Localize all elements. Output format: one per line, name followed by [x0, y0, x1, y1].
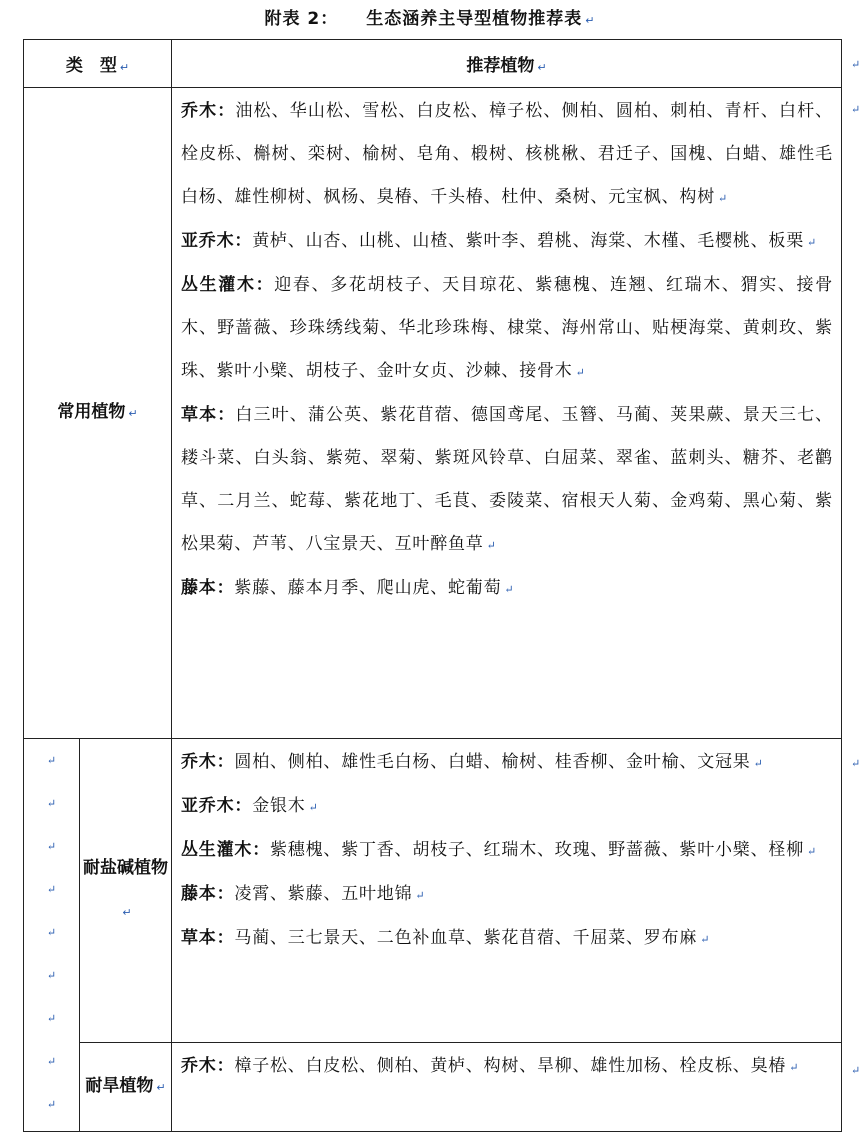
plant-group — [181, 567, 833, 611]
paragraph-mark-icon: ↵ — [700, 933, 711, 946]
paragraph-mark-icon: ↵ — [807, 845, 818, 858]
paragraph-mark-icon: ↵ — [46, 754, 57, 767]
paragraph-mark-icon: ↵ — [851, 757, 860, 770]
section-row-drought — [24, 1043, 842, 1132]
header-type-cell — [24, 40, 172, 88]
group-label: 丛生灌木： — [181, 840, 270, 860]
paragraph-mark-icon: ↵ — [807, 236, 818, 249]
group-label: 草本： — [181, 405, 236, 425]
paragraph-mark-icon: ↵ — [46, 883, 57, 896]
plants-cell — [172, 88, 842, 739]
title-text: 生态涵养主导型植物推荐表 — [366, 9, 583, 29]
group-plants: 凌霄、紫藤、五叶地锦 — [234, 884, 413, 904]
plant-group — [181, 90, 833, 220]
category-cell — [80, 1043, 172, 1132]
category-label: 耐旱植物 — [85, 1076, 154, 1096]
paragraph-mark-icon: ↵ — [122, 906, 132, 919]
paragraph-mark-icon: ↵ — [537, 61, 547, 74]
plant-group — [181, 917, 833, 961]
group-plants: 圆柏、侧柏、雄性毛白杨、白蜡、榆树、桂香柳、金叶榆、文冠果 — [234, 752, 751, 772]
paragraph-mark-icon: ↵ — [585, 14, 596, 27]
category-cell — [24, 88, 172, 739]
paragraph-mark-icon: ↵ — [46, 1055, 57, 1068]
group-label: 亚乔木： — [181, 796, 253, 816]
plant-group — [181, 264, 833, 394]
plants-cell — [172, 739, 842, 1043]
paragraph-mark-icon: ↵ — [504, 583, 515, 596]
group-label: 藤本： — [181, 578, 235, 598]
group-plants: 油松、华山松、雪松、白皮松、樟子松、侧柏、圆柏、刺柏、青杆、白杆、栓皮栎、槲树、栾树、榆树、皂角、椴树、核桃楸、君迁子、国槐、白蜡、雄性毛白杨、雄性柳树、枫杨、臭椿、千头椿、杜仲、桑树、元宝枫、构树 — [181, 101, 833, 207]
paragraph-mark-icon: ↵ — [119, 61, 130, 74]
plant-group — [181, 785, 833, 829]
paragraph-mark-icon: ↵ — [851, 58, 860, 71]
paragraph-mark-icon: ↵ — [718, 192, 729, 205]
group-label: 乔木： — [181, 752, 235, 772]
group-label: 草本： — [181, 928, 235, 948]
paragraph-mark-icon: ↵ — [753, 757, 764, 770]
category-cell — [80, 739, 172, 1043]
plant-group — [181, 873, 833, 917]
category-label: 耐盐碱植物 — [83, 858, 168, 878]
paragraph-mark-icon: ↵ — [46, 1012, 57, 1025]
header-plants-label: 推荐植物 — [466, 56, 535, 76]
header-type-label: 类 型 — [65, 56, 117, 76]
table-header-row — [24, 40, 842, 88]
section-row-saline — [24, 739, 842, 1043]
plant-group — [181, 394, 833, 567]
paragraph-mark-icon: ↵ — [851, 1064, 860, 1077]
paragraph-mark-icon: ↵ — [46, 840, 57, 853]
plants-cell — [172, 1043, 842, 1132]
paragraph-mark-icon: ↵ — [789, 1061, 800, 1074]
group-plants: 紫藤、藤本月季、爬山虎、蛇葡萄 — [234, 578, 502, 598]
group-label: 亚乔木： — [181, 231, 253, 251]
paragraph-mark-icon: ↵ — [46, 969, 57, 982]
group-label: 乔木： — [181, 1056, 235, 1076]
group-label: 藤本： — [181, 884, 235, 904]
plant-group — [181, 829, 833, 873]
group-plants: 白三叶、蒲公英、紫花苜蓿、德国鸢尾、玉簪、马蔺、荚果蕨、景天三七、耧斗菜、白头翁、紫菀、翠菊、紫斑风铃草、白屈菜、翠雀、蓝刺头、糖芥、老鹳草、二月兰、蛇莓、紫花地丁、毛茛、委陵菜、宿根天人菊、金鸡菊、黑心菊、紫松果菊、芦苇、八宝景天、互叶醉鱼草 — [181, 405, 833, 554]
plant-group — [181, 1045, 833, 1089]
table-title — [0, 4, 860, 29]
paragraph-mark-icon: ↵ — [46, 926, 57, 939]
header-plants-cell — [172, 40, 842, 88]
plant-recommendation-table — [23, 39, 842, 1132]
group-label: 乔木： — [181, 101, 236, 121]
group-plants: 马蔺、三七景天、二色补血草、紫花苜蓿、千屈菜、罗布麻 — [234, 928, 698, 948]
paragraph-mark-icon: ↵ — [46, 1098, 57, 1111]
section-row-common — [24, 88, 842, 739]
title-prefix: 附表 2： — [264, 9, 339, 29]
plant-group — [181, 220, 833, 264]
paragraph-mark-icon: ↵ — [575, 366, 586, 379]
group-plants: 金银木 — [252, 796, 306, 816]
category-label: 常用植物 — [57, 402, 126, 422]
paragraph-mark-icon: ↵ — [46, 797, 57, 810]
paragraph-mark-icon: ↵ — [415, 889, 426, 902]
paragraph-mark-icon: ↵ — [156, 1081, 166, 1094]
left-marks-cell — [24, 739, 80, 1132]
paragraph-mark-icon: ↵ — [308, 801, 319, 814]
plant-group — [181, 741, 833, 785]
paragraph-mark-icon: ↵ — [851, 103, 860, 116]
group-plants: 黄栌、山杏、山桃、山楂、紫叶李、碧桃、海棠、木槿、毛樱桃、板栗 — [252, 231, 805, 251]
group-label: 丛生灌木： — [181, 275, 275, 295]
group-plants: 迎春、多花胡枝子、天目琼花、紫穗槐、连翘、红瑞木、猬实、接骨木、野蔷薇、珍珠绣线菊、华北珍珠梅、棣棠、海州常山、贴梗海棠、黄刺玫、紫珠、紫叶小檗、胡枝子、金叶女贞、沙棘、接骨木 — [181, 275, 833, 381]
paragraph-mark-icon: ↵ — [486, 539, 497, 552]
group-plants: 紫穗槐、紫丁香、胡枝子、红瑞木、玫瑰、野蔷薇、紫叶小檗、柽柳 — [270, 840, 804, 860]
group-plants: 樟子松、白皮松、侧柏、黄栌、构树、旱柳、雄性加杨、栓皮栎、臭椿 — [234, 1056, 787, 1076]
paragraph-mark-icon: ↵ — [128, 407, 138, 420]
